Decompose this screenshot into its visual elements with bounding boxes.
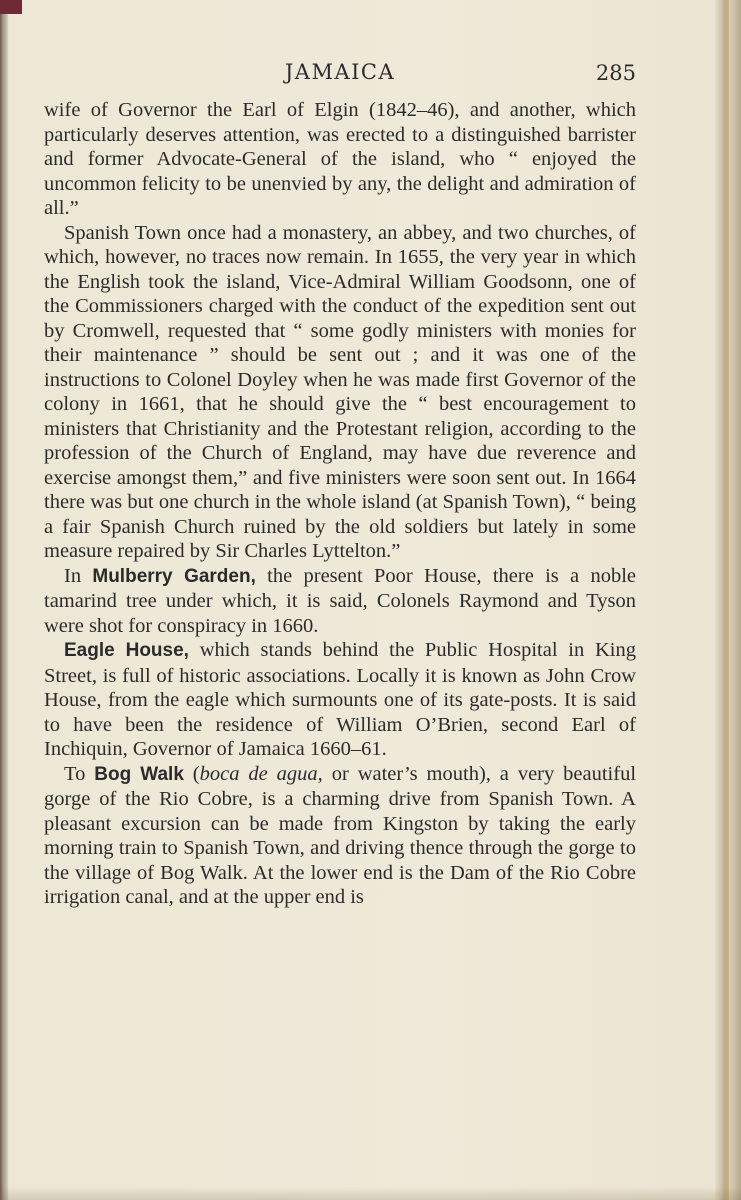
page-bottom-shadow <box>0 1186 741 1200</box>
paragraph-prefix: To <box>64 762 95 785</box>
paragraph-text: the present Poor House, there is a noble tamarind tree under which, it is said, Colonels Raymond and Tyson were shot for conspiracy in 1660. <box>44 564 637 637</box>
paragraph-5 <box>44 762 636 910</box>
paragraph-3 <box>44 564 636 639</box>
page-number: 285 <box>595 61 636 85</box>
gilt-edge-line <box>726 0 729 1200</box>
running-head: JAMAICA <box>284 60 396 84</box>
heading-bog-walk: Bog Walk <box>94 763 184 785</box>
paragraph-text: Spanish Town once had a monastery, an abbey, and two churches, of which, however, no traces now remain. In 1655, the very year in which the English took the island, Vice-Admiral William Goodsonn, one of the Commissioners charged with the conduct of the expedition sent out by Cromwell, requested that “ some godly ministers with monies for their maintenance ” should be sent out ; and it was one of the instructions to Colonel Doyley when he was made first Governor of the colony in 1661, that he should give the “ best encouragement to ministers that Christianity and the Protestant religion, according to the profession of the Church of England, may have due reverence and exercise amongst them,” and five ministers were soon sent out. In 1664 there was but one church in the whole island (at Spanish Town), “ being a fair Spanish Church ruined by the old soldiers but lately in some measure repaired by Sir Charles Lyttelton.” <box>44 221 636 562</box>
paragraph-2 <box>44 221 636 564</box>
paragraph-mid: ( <box>183 762 200 785</box>
paragraph-1 <box>44 98 636 221</box>
paragraph-4 <box>44 638 636 762</box>
paragraph-text: which stands behind the Public Hospital in King Street, is full of historic associations. Locally it is known as John Crow House, from the eagle which surmounts one of its gate-posts. It is said to have been the residence of William O’Brien, second Earl of Inchiquin, Governor of Jamaica 1660–61. <box>44 639 636 760</box>
heading-mulberry-garden: Mulberry Garden, <box>92 565 256 587</box>
heading-eagle-house: Eagle House, <box>64 640 189 661</box>
page-header <box>44 58 636 94</box>
page-gutter-edge <box>0 0 8 1200</box>
paragraph-text: or water’s mouth), a very beautiful gorge of the Rio Cobre, is a charming drive from Spanish Town. A pleasant excursion can be made from Kingston by taking the early morning train to Spanish Town, and driving thence through the gorge to the village of Bog Walk. At the lower end is the Dam of the Rio Cobre irrigation canal, and at the upper end is <box>44 762 637 908</box>
italic-boca-de-agua: boca de agua, <box>199 762 323 785</box>
body-text <box>44 98 636 910</box>
paragraph-prefix: In <box>64 564 93 587</box>
paragraph-text: wife of Governor the Earl of Elgin (1842–46), and another, which particularly deserves attention, was erected to a distinguished barrister and former Advocate-General of the island, who “ enjoyed the uncommon felicity to be unenvied by any, the delight and admiration of all.” <box>44 99 636 219</box>
ribbon-marker <box>0 0 22 14</box>
